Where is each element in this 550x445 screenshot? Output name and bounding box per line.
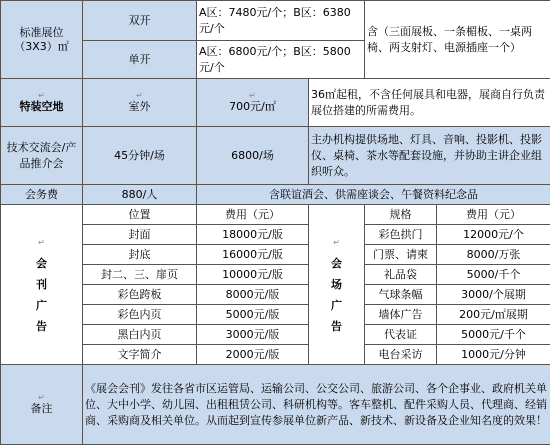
venue-spec: 代表证 xyxy=(365,325,437,345)
seminar-row xyxy=(1,127,550,185)
raw-space-location: 室外 xyxy=(129,100,151,113)
cell-return-mark: ↵ xyxy=(85,91,194,100)
catalogue-fee: 10000元/版 xyxy=(197,265,309,285)
catalogue-fee: 16000元/版 xyxy=(197,245,309,265)
meeting-fee-price: 880/人 xyxy=(83,185,197,205)
raw-space-label-cell xyxy=(1,79,83,127)
booth-double-row xyxy=(1,1,550,41)
venue-fee: 5000元/千个 xyxy=(437,325,550,345)
seminar-duration: 45分钟/场 xyxy=(83,127,197,185)
booth-label: 标准展位 xyxy=(3,26,80,40)
ad-row xyxy=(1,305,550,325)
booth-double-price: A区：7480元/个；B区：6380元/个 xyxy=(197,1,365,41)
cell-return-mark: ↵ xyxy=(3,232,80,253)
venue-fee: 8000/万张 xyxy=(437,245,550,265)
venue-spec: 礼品袋 xyxy=(365,265,437,285)
catalogue-header-position: 位置 xyxy=(83,205,197,225)
catalogue-position: 彩色跨板 xyxy=(83,285,197,305)
seminar-note: 主办机构提供场地、灯具、音响、投影机、投影仪、桌椅、茶水等配套设施，并协助主讲企业组织听众。 xyxy=(309,127,550,185)
catalogue-position: 彩色内页 xyxy=(83,305,197,325)
venue-fee: 5000/千个 xyxy=(437,265,550,285)
catalogue-fee: 8000元/版 xyxy=(197,285,309,305)
catalogue-position: 封二、三、扉页 xyxy=(83,265,197,285)
ad-row xyxy=(1,265,550,285)
booth-label-cell xyxy=(1,1,83,79)
venue-label-char: 会 xyxy=(311,253,362,274)
venue-spec: 彩色拱门 xyxy=(365,225,437,245)
meeting-fee-row xyxy=(1,185,550,205)
catalogue-header-fee: 费用（元） xyxy=(197,205,309,225)
venue-spec: 电台采访 xyxy=(365,345,437,365)
venue-spec: 气球条幅 xyxy=(365,285,437,305)
venue-vertical-label xyxy=(309,205,365,365)
raw-space-note: 36㎡起租，不含任何展具和电器，展商自行负责展位搭建的所需费用。 xyxy=(309,79,550,127)
seminar-label: 技术交流会/产品推介会 xyxy=(1,127,83,185)
ad-row xyxy=(1,325,550,345)
venue-spec: 墙体广告 xyxy=(365,305,437,325)
booth-includes: 含（三面展板、一条楣板、一桌两椅、两支射灯、电源插座一个） xyxy=(365,1,550,79)
catalogue-label-char: 会 xyxy=(3,253,80,274)
venue-fee: 200元/㎡展期 xyxy=(437,305,550,325)
cell-return-mark: ↵ xyxy=(199,91,306,100)
venue-fee: 12000元/个 xyxy=(437,225,550,245)
cell-return-mark: ↵ xyxy=(3,393,80,402)
catalogue-label-char: 刊 xyxy=(3,274,80,295)
remarks-text: 《展会会刊》发往各省市区运管局、运输公司、公交公司、旅游公司、各个企事业、政府机关单位、大中小学、幼儿园、出租租赁公司、科研机构等。客车整机、配件采购人员、代理商、经销商、采购商及相关单位。从而起到宣传参展单位新产品、新技术、新设备及企业知名度的效果！ xyxy=(83,365,550,445)
raw-space-row xyxy=(1,79,550,127)
catalogue-fee: 5000元/版 xyxy=(197,305,309,325)
cell-return-mark: ↵ xyxy=(3,91,80,100)
catalogue-fee: 2000元/版 xyxy=(197,345,309,365)
catalogue-vertical-label xyxy=(1,205,83,365)
catalogue-label-char: 告 xyxy=(3,316,80,337)
raw-space-price-cell xyxy=(197,79,309,127)
catalogue-fee: 3000元/版 xyxy=(197,325,309,345)
ad-row xyxy=(1,245,550,265)
venue-label-char: 告 xyxy=(311,316,362,337)
venue-label-char: 广 xyxy=(311,295,362,316)
seminar-price: 6800/场 xyxy=(197,127,309,185)
catalogue-fee: 18000元/版 xyxy=(197,225,309,245)
catalogue-position: 文字简介 xyxy=(83,345,197,365)
meeting-fee-note: 含联谊酒会、供需座谈会、午餐资料纪念品 xyxy=(197,185,550,205)
booth-double-label: 双开 xyxy=(83,1,197,41)
cell-return-mark: ↵ xyxy=(311,232,362,253)
catalogue-position: 黑白内页 xyxy=(83,325,197,345)
raw-space-price: 700元/㎡ xyxy=(229,100,276,113)
catalogue-position: 封底 xyxy=(83,245,197,265)
venue-header-fee: 费用（元） xyxy=(437,205,550,225)
remarks-row xyxy=(1,365,550,445)
booth-single-label: 单开 xyxy=(83,41,197,79)
ad-header-row xyxy=(1,205,550,225)
venue-fee: 3000/个展期 xyxy=(437,285,550,305)
booth-size: （3X3）㎡ xyxy=(3,40,80,54)
remarks-label-cell xyxy=(1,365,83,445)
raw-space-location-cell xyxy=(83,79,197,127)
ad-row xyxy=(1,285,550,305)
meeting-fee-label: 会务费 xyxy=(1,185,83,205)
venue-fee: 1000元/分钟 xyxy=(437,345,550,365)
venue-spec: 门票、请柬 xyxy=(365,245,437,265)
raw-space-label: 特装空地 xyxy=(20,100,64,113)
booth-single-price: A区：6800元/个；B区：5800元/个 xyxy=(197,41,365,79)
ad-row xyxy=(1,345,550,365)
catalogue-label-char: 广 xyxy=(3,295,80,316)
ad-row xyxy=(1,225,550,245)
catalogue-position: 封面 xyxy=(83,225,197,245)
venue-header-spec: 规格 xyxy=(365,205,437,225)
venue-label-char: 场 xyxy=(311,274,362,295)
remarks-label: 备注 xyxy=(31,402,53,415)
